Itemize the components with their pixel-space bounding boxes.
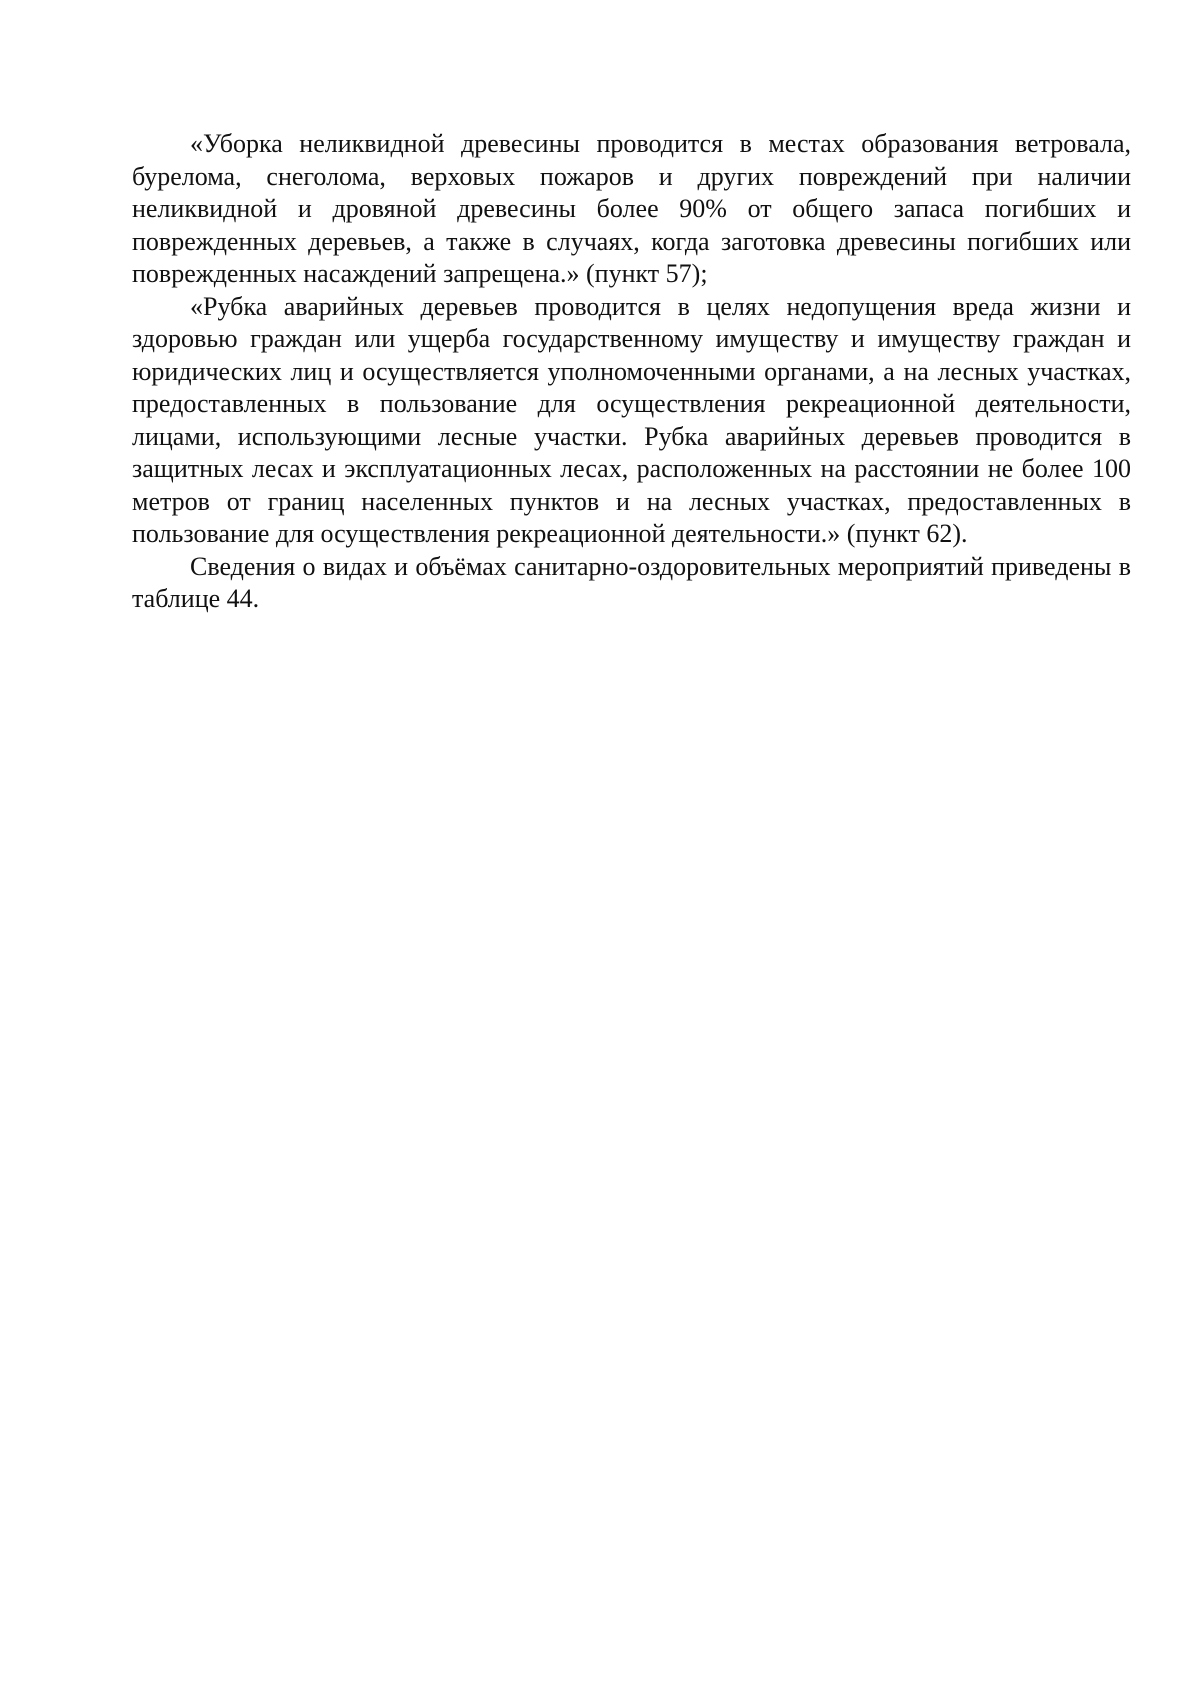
paragraph-felling-of-hazardous-trees: «Рубка аварийных деревьев проводится в целях недопущения вреда жизни и здоровью граждан или ущерба государственному имуществу и имуществу граждан и юридических лиц и осуществляется уполномоченными органами, а на лесных участках, предоставленных в пользование для осуществления рекреационной деятельности, лицами, использующими лесные участки. Рубка аварийных деревьев проводится в защитных лесах и эксплуатационных лесах, расположенных на расстоянии не более 100 метров от границ населенных пунктов и на лесных участках, предоставленных в пользование для осуществления рекреационной деятельности.» (пункт 62). (132, 291, 1131, 548)
paragraph-cleanup-of-nonmarketable-wood: «Уборка неликвидной древесины проводится в местах образования ветровала, бурелома, снеголома, верховых пожаров и других повреждений при наличии неликвидной и дровяной древесины более 90% от общего запаса погибших и поврежденных деревьев, а также в случаях, когда заготовка древесины погибших или поврежденных насаждений запрещена.» (пункт 57); (132, 129, 1131, 288)
document-body (132, 128, 1131, 616)
paragraph-table-reference: Сведения о видах и объёмах санитарно-оздоровительных мероприятий приведены в таблице 44. (132, 551, 1131, 613)
